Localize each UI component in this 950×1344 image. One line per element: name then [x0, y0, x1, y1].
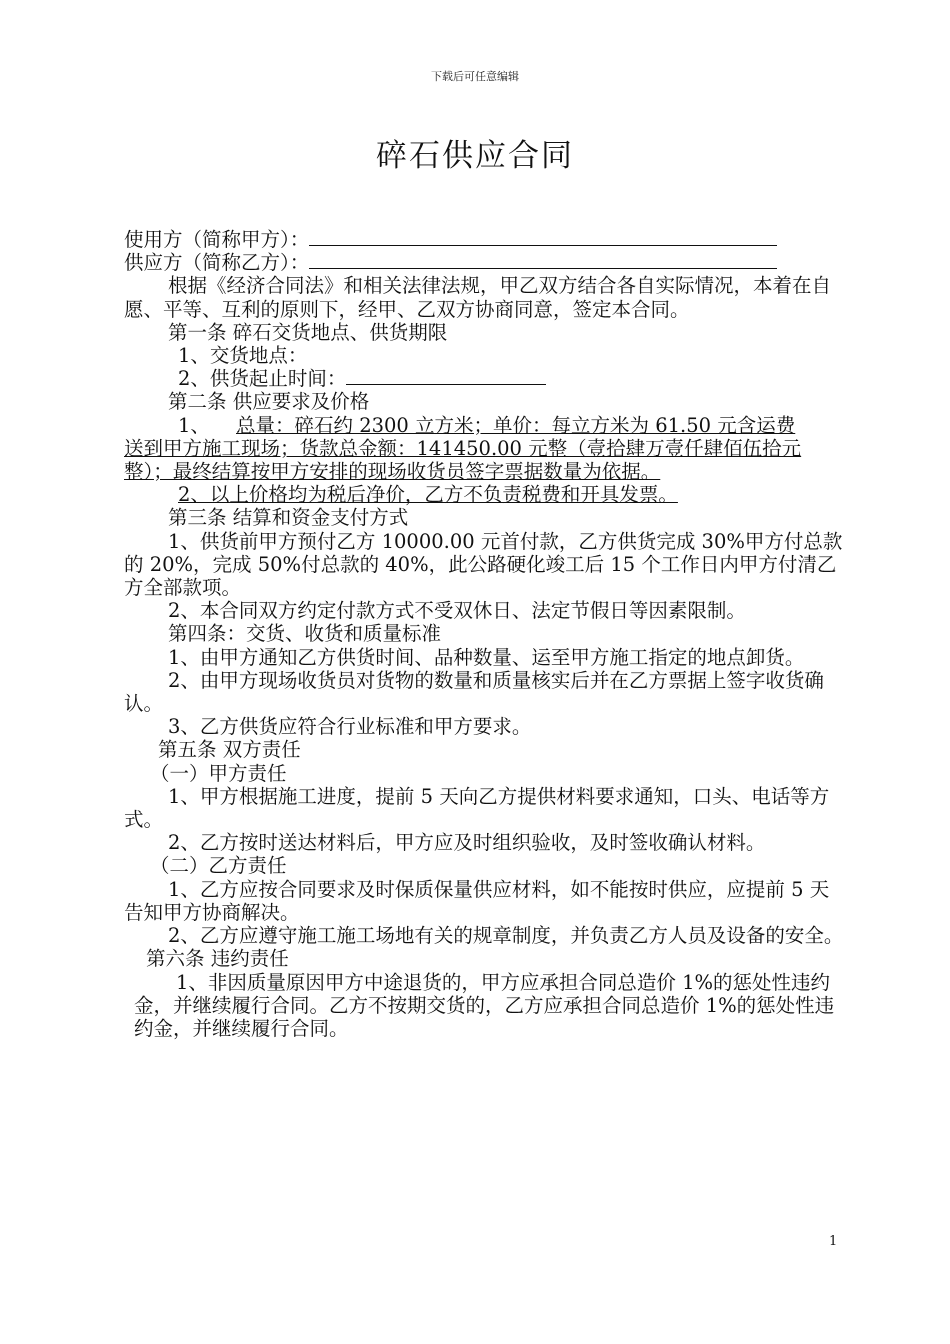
- article-3-item-2: 2、本合同双方约定付款方式不受双休日、法定节假日等因素限制。: [168, 599, 746, 623]
- party-a-label: 使用方（简称甲方）：: [124, 228, 310, 251]
- article-3-title: 第三条 结算和资金支付方式: [168, 506, 409, 530]
- supply-period-blank[interactable]: [346, 367, 546, 385]
- article-4-item-2: 2、由甲方现场收货员对货物的数量和质量核实后并在乙方票据上签字收货确认。: [124, 668, 824, 716]
- article-4-title: 第四条：交货、收货和质量标准: [168, 622, 442, 646]
- page-number: 1: [829, 1234, 838, 1249]
- article-5-title: 第五条 双方责任: [158, 738, 301, 762]
- article-1-item-2: 2、供货起止时间：: [178, 367, 347, 391]
- article-1-item-2-line: [124, 367, 844, 390]
- party-a-blank[interactable]: [309, 228, 777, 246]
- article-5-b-item-1: 1、乙方应按合同要求及时保质保量供应材料，如不能按时供应，应提前 5 天告知甲方协商解决。: [124, 877, 830, 924]
- article-2-item-1-a: 总量：碎石约 2300 立方米；单价：每立方米为 61.50 元含运费: [236, 413, 796, 437]
- party-b-label: 供应方（简称乙方）：: [124, 251, 310, 275]
- party-b-blank[interactable]: [309, 251, 777, 269]
- article-5-a-item-1: 1、甲方根据施工进度，提前 5 天向乙方提供材料要求通知，口头、电话等方式。: [124, 784, 830, 832]
- preamble: 根据《经济合同法》和相关法律法规，甲乙双方结合各自实际情况，本着在自愿、平等、互利的原则下，经甲、乙双方协商同意，签定本合同。: [124, 274, 832, 321]
- article-5-a-item-2: 2、乙方按时送达材料后，甲方应及时组织验收，及时签收确认材料。: [168, 831, 766, 855]
- article-6-title: 第六条 违约责任: [146, 947, 289, 971]
- article-2-item-1-num: 1、: [178, 413, 210, 437]
- article-4-item-1: 1、由甲方通知乙方供货时间、品种数量、运至甲方施工指定的地点卸货。: [168, 645, 805, 669]
- article-3-item-1: 1、供货前甲方预付乙方 10000.00 元首付款，乙方供货完成 30%甲方付总款的 20%，完成 50%付总款的 40%，此公路硬化竣工后 15 个工作日内甲方付清乙方全部款项。: [124, 529, 843, 600]
- article-1-title: 第一条 碎石交货地点、供货期限: [168, 320, 448, 344]
- article-5-subheading-a: （一）甲方责任: [150, 761, 287, 785]
- document-title: 碎石供应合同: [376, 138, 574, 174]
- article-2-item-2: 2、以上价格均为税后净价，乙方不负责税费和开具发票。: [178, 483, 678, 507]
- article-2-item-1-b: 送到甲方施工现场；货款总金额：141450.00 元整（壹拾肆万壹仟肆佰伍拾元整）；最终结算按甲方安排的现场收货员签字票据数量为依据。: [124, 436, 802, 484]
- article-2-title: 第二条 供应要求及价格: [168, 390, 370, 414]
- article-2-item-1-row: [124, 414, 844, 437]
- article-6-item-1: 1、非因质量原因甲方中途退货的，甲方应承担合同总造价 1%的惩处性违约金，并继续履行合同。乙方不按期交货的，乙方应承担合同总造价 1%的惩处性违约金，并继续履行合同。: [134, 970, 835, 1040]
- party-b-line: [124, 251, 844, 274]
- party-a-line: [124, 228, 844, 251]
- header-note: 下载后可任意编辑: [431, 70, 519, 83]
- article-5-b-item-2: 2、乙方应遵守施工施工场地有关的规章制度，并负责乙方人员及设备的安全。: [168, 924, 844, 948]
- article-5-subheading-b: （二）乙方责任: [150, 854, 287, 878]
- article-1-item-1: 1、交货地点：: [178, 344, 308, 368]
- article-4-item-3: 3、乙方供货应符合行业标准和甲方要求。: [168, 715, 532, 739]
- contract-body: [124, 228, 844, 1040]
